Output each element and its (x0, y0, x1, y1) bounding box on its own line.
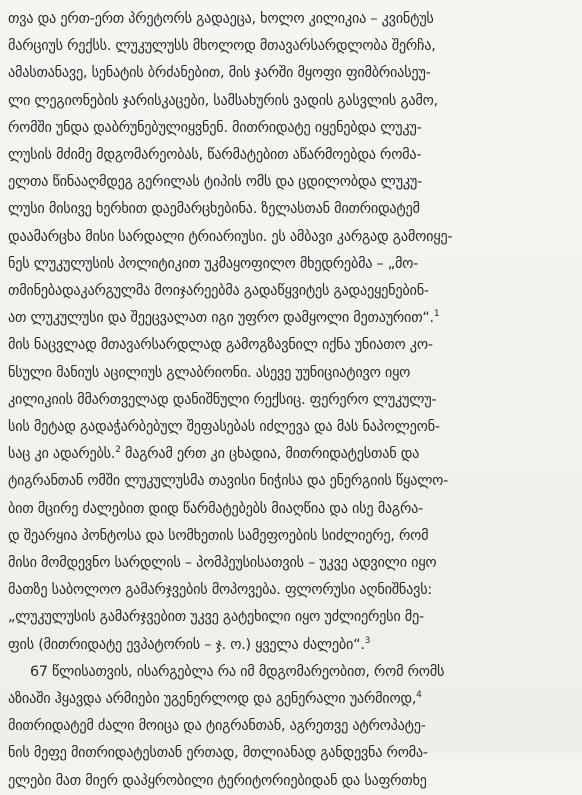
text-line: თმინებადაკარგულმა მოიჯარეებმა გადაწყვიტეს გადაეყენებინ- (8, 283, 429, 300)
text-line: ათ ლუკულუსი და შეეცვალათ იგი უფრო დამყოლი მეთაურით“. (8, 310, 434, 327)
paragraph-2 (8, 332, 574, 658)
text-line: ნსული მანიუს აცილიუს გლაბრიონი. ასევე უუნიციატივო იყო (8, 364, 411, 381)
text-line: ლუსის მძიმე მდგომარეობას, წარმატებით აწარმოებდა რომა- (8, 147, 422, 164)
text-line: კილიკიის მმართველად დანიშნული რექსიც. ფერერო ლუკულუ- (8, 391, 437, 408)
paragraph-3 (8, 659, 574, 795)
text-line: ნეს ლუკულუსის პოლიტიკით უკმაყოფილო მხედრებმა – „მო- (8, 255, 419, 272)
text-line: მითრიდატემ ძალი მოიცა და ტიგრანთან, აგრეთვე ატროპატე- (8, 718, 426, 735)
footnote-marker: 4 (416, 690, 422, 701)
text-line: რომში უნდა დაბრუნებულიყვნენ. მითრიდატე იყენებდა ლუკუ- (8, 119, 422, 136)
text-line: მისი მომდევნო სარდლის – პომპეუსისათვის – უკვე ადვილი იყო (8, 555, 437, 572)
footnote-marker: 3 (364, 635, 371, 646)
text-line: ტიგრანთან ომში ლუკულუსმა თავისი ნიჭისა და ენერგიის წყალო- (8, 473, 449, 490)
footnote-marker: 1 (433, 309, 440, 320)
text-line: ნის მეფე მითრიდატესთან ერთად, მთლიანად განდევნა რომა- (8, 745, 428, 762)
paragraph-1 (8, 6, 574, 332)
text-line: მარციუს რექსს. ლუკულუსს მხოლოდ მთავარსარდლობა შერჩა, (8, 38, 436, 55)
text-line-with-footnote (8, 632, 574, 659)
text-line: მის ნაცვლად მთავარსარდლად გამოგზავნილ იქნა უნიათო კო- (8, 337, 433, 354)
text-line: 67 წლისათვის, ისარგებლა რა იმ მდგომარეობით, რომ რომს (30, 663, 445, 680)
text-line: ლი ლეგიონების ჯარისკაცები, სამსახურის ვადის გასვლის გამო, (8, 92, 438, 109)
text-line: მათზე საბოლოო გამარჯვების მოპოვება. ფლორუსი აღნიშნავს: (8, 582, 432, 599)
text-line: აზიაში ჰყავდა არმიები უგენერლოდ და გენერალი უარმიოდ, (8, 691, 417, 708)
text-line: დაამარცხა მისი სარდალი ტრიარიუსი. ეს ამბავი კარგად გამოიყე- (8, 228, 453, 245)
text-line: ელები მათ მიერ დაპყრობილი ტერიტორიებიდან და საფრთხე (8, 772, 427, 789)
text-line: დ შეარყია პონტოსა და სომხეთის სამეფოების სიძლიერე, რომ (8, 527, 429, 544)
text-line: ელთა წინააღმდეგ გერილას ტიპის ომს და ცდილობდა ლუკუ- (8, 174, 422, 191)
text-line: მაგრამ ერთ კი ცხადია, მითრიდატესთან და (124, 446, 420, 463)
text-line: „ლუკულუსის გამარჯვებით უკვე გატეხილი იყო უძლიერესი მე- (8, 609, 424, 626)
footnote-marker: 2 (115, 445, 121, 456)
text-line: საც კი ადარებს. (8, 446, 116, 463)
text-line: სის მეტად გადაჭარბებულ შეფასებას იძლევა და მას ნაპოლეონ- (8, 419, 440, 436)
text-line: ლუსი მისივე ხერხით დაემარცხებინა. ზელასთან მითრიდატემ (8, 201, 420, 218)
text-line-with-footnote (8, 441, 574, 468)
text-line-with-footnote (8, 686, 574, 713)
text-line: ბით მცირე ძალებით დიდ წარმატებებს მიაღწია და ისე მაგრა- (8, 500, 424, 517)
text-line-with-footnote (8, 305, 574, 332)
text-line: ამასთანავე, სენატის ბრძანებით, მის ჯარში მყოფი ფიმბრიასეუ- (8, 65, 431, 82)
text-line: თვა და ერთ-ერთ პრეტორს გადაეცა, ხოლო კილიკია – კვინტუს (8, 11, 434, 27)
text-line: ფის (მითრიდატე ევპატორის – ჯ. ო.) ყველა ძალები“. (8, 636, 365, 653)
